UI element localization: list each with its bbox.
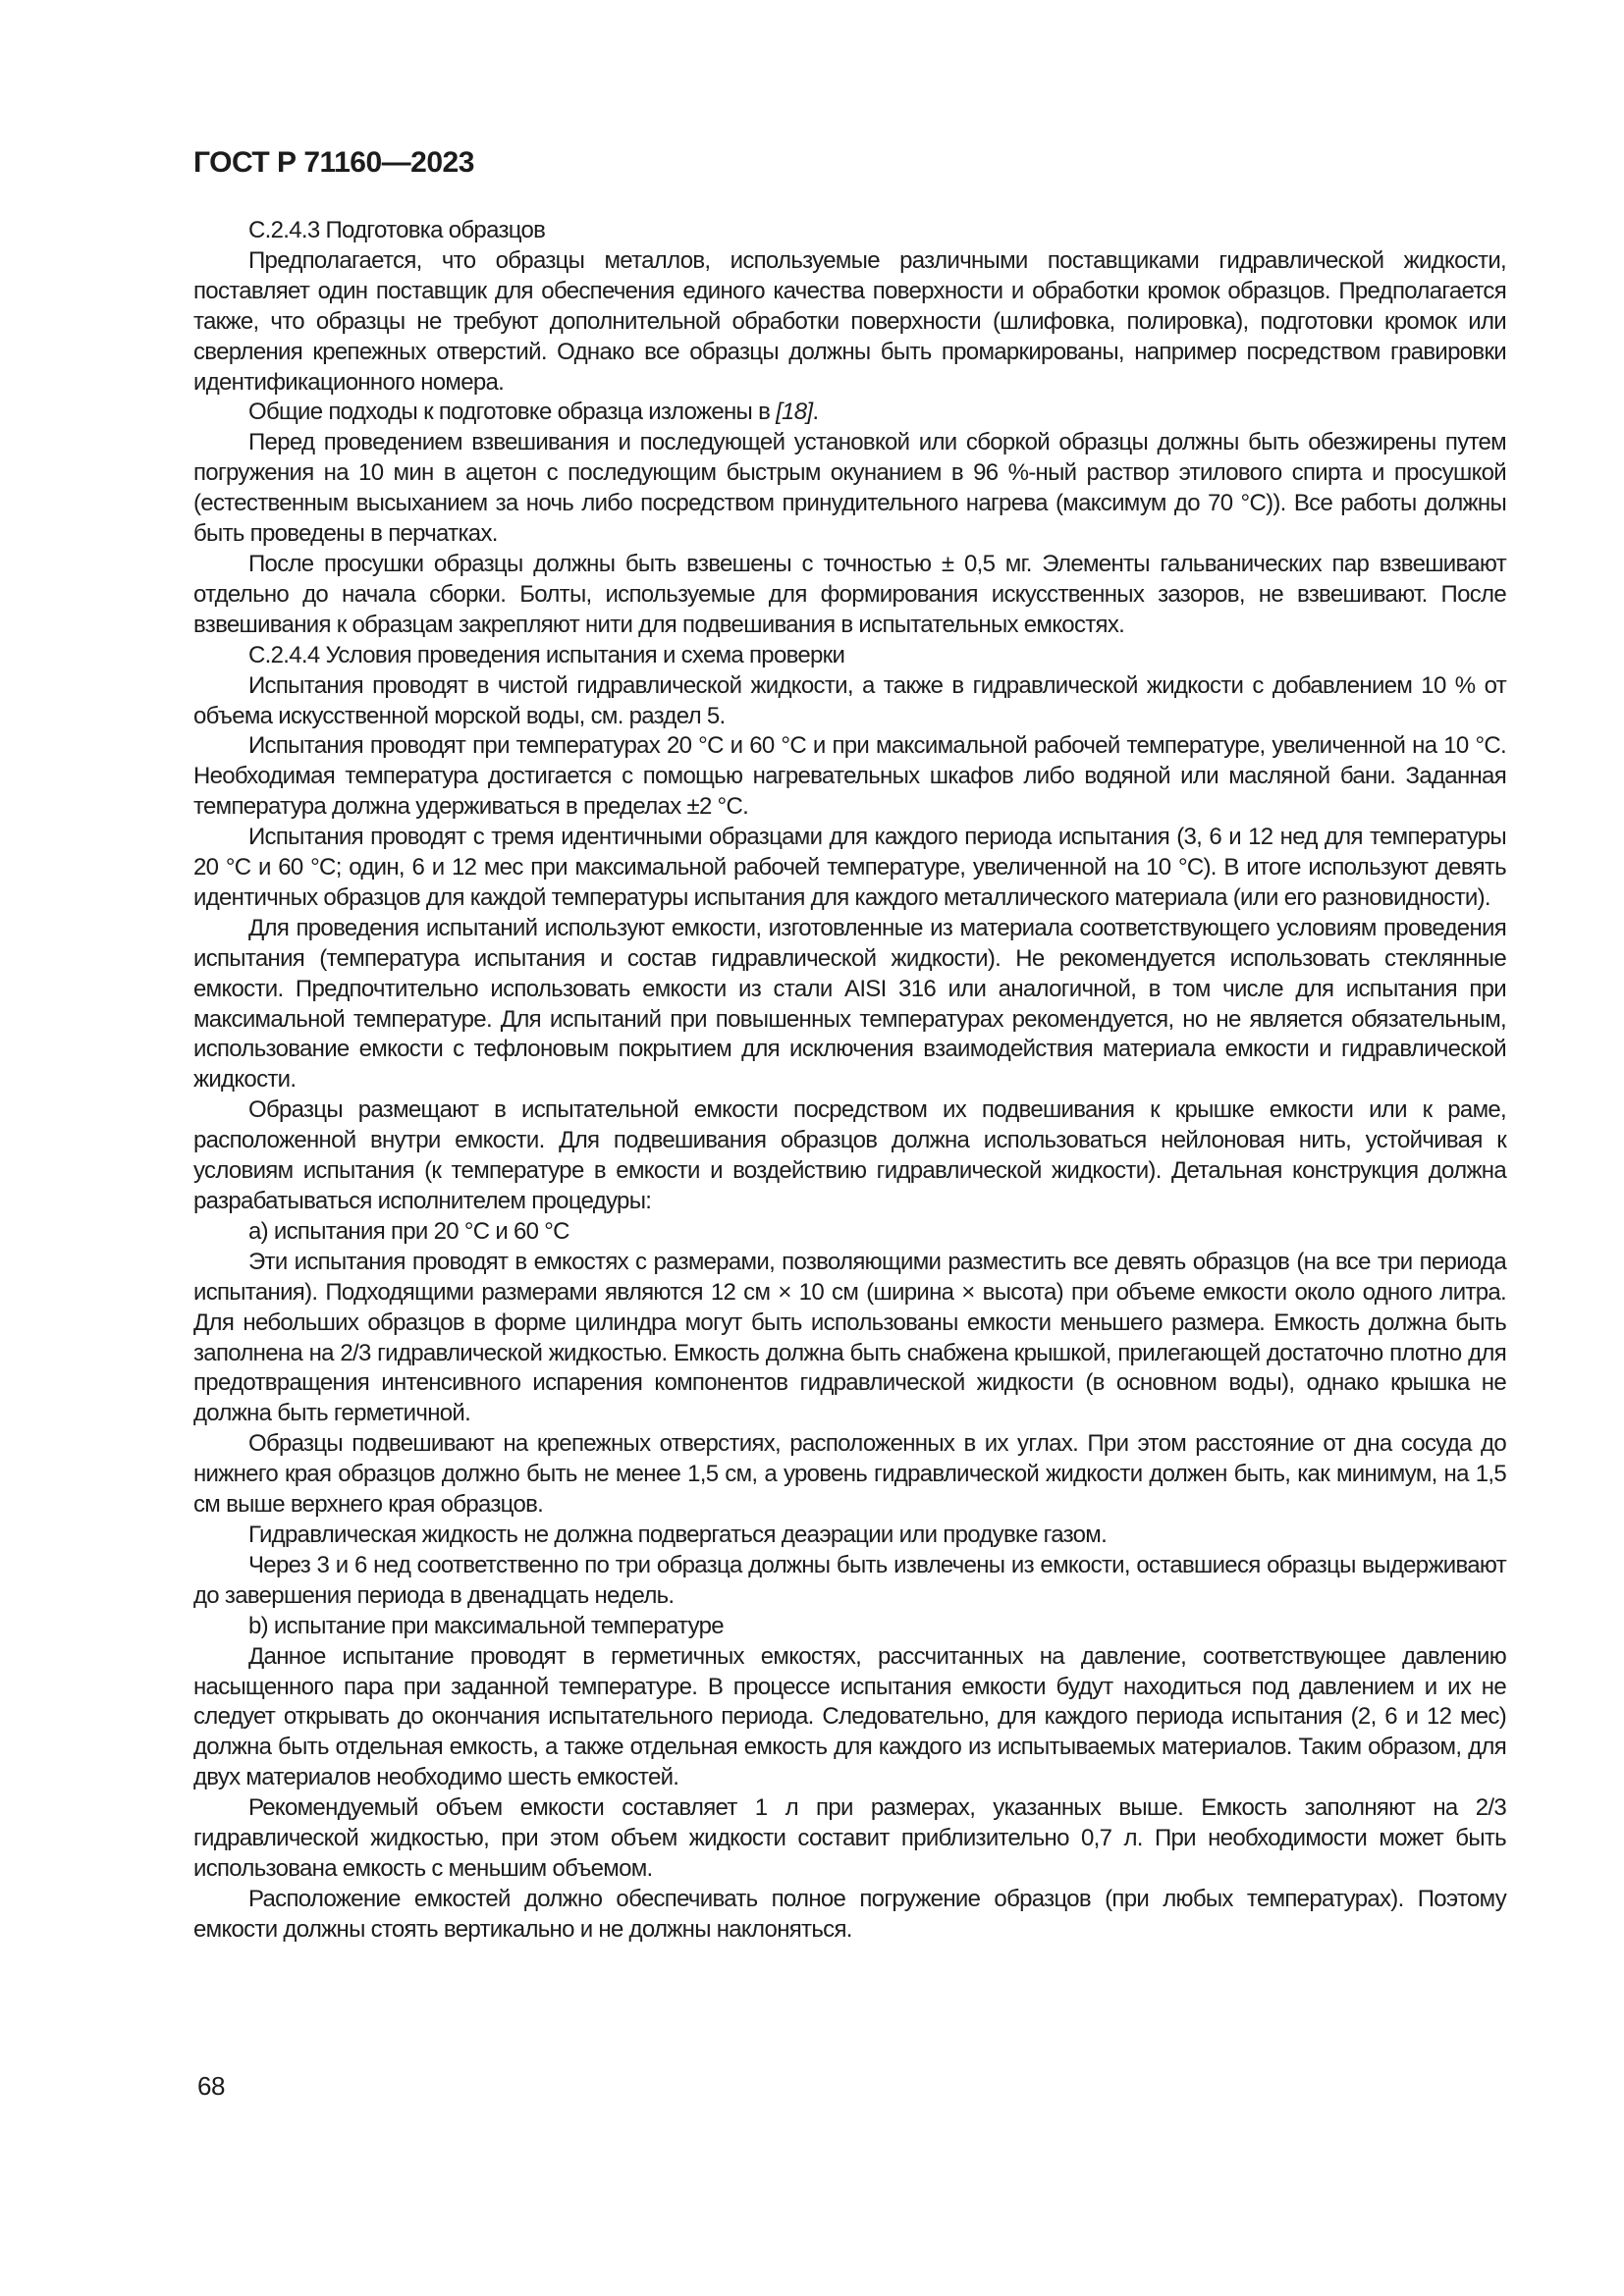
list-item-a: а) испытания при 20 °С и 60 °С <box>248 1217 569 1245</box>
list-item-b: b) испытание при максимальной температуре <box>248 1612 724 1639</box>
bibliography-reference: [18] <box>776 399 813 426</box>
page-number: 68 <box>197 2071 225 2101</box>
paragraph: Испытания проводят с тремя идентичными образцами для каждого периода испытания (3, 6 и 12 нед для температуры 20 °С и 60 °С; один, 6 и 12 мес при максимальной рабочей температуре, увеличенной на 10 °С). В итоге используют девять идентичных образцов для каждой температуры испытания для каждого металлического материала (или его разновидности). <box>193 824 1506 911</box>
paragraph-text: . <box>812 399 819 426</box>
section-heading-c244: С.2.4.4 Условия проведения испытания и схема проверки <box>248 641 845 668</box>
paragraph: Образцы подвешивают на крепежных отверстиях, расположенных в их углах. При этом расстояние от дна сосуда до нижнего края образцов должно быть не менее 1,5 см, а уровень гидравлической жидкости должен быть, как минимум, на 1,5 см выше верхнего края образцов. <box>193 1430 1506 1519</box>
paragraph: Испытания проводят в чистой гидравлической жидкости, а также в гидравлической жидкости с добавлением 10 % от объема искусственной морской воды, см. раздел 5. <box>193 671 1506 729</box>
paragraph: Данное испытание проводят в герметичных емкостях, рассчитанных на давление, соответствующее давлению насыщенного пара при заданной температуре. В процессе испытания емкости будут находиться под давлением и их не следует открывать до окончания испытательного периода. Следовательно, для каждого периода испытания (2, 6 и 12 мес) должна быть отдельная емкость, а также отдельная емкость для каждого из испытываемых материалов. Таким образом, для двух материалов необходимо шесть емкостей. <box>193 1642 1506 1791</box>
paragraph: Предполагается, что образцы металлов, используемые различными поставщиками гидравлической жидкости, поставляет один поставщик для обеспечения единого качества поверхности и обработки кромок образцов. Предполагается также, что образцы не требуют дополнительной обработки поверхности (шлифовка, полировка), подготовки кромок или сверления крепежных отверстий. Однако все образцы должны быть промаркированы, например посредством гравировки идентификационного номера. <box>193 246 1506 396</box>
paragraph: Гидравлическая жидкость не должна подвергаться деаэрации или продувке газом. <box>248 1521 1108 1548</box>
document-header-title: ГОСТ Р 71160—2023 <box>193 146 474 179</box>
paragraph: Образцы размещают в испытательной емкости посредством их подвешивания к крышке емкости или к раме, расположенной внутри емкости. Для подвешивания образцов должна использоваться нейлоновая нить, устойчивая к условиям испытания (к температуре в емкости и воздействию гидравлической жидкости). Детальная конструкция должна разрабатываться исполнителем процедуры: <box>193 1096 1506 1214</box>
paragraph: Расположение емкостей должно обеспечивать полное погружение образцов (при любых температурах). Поэтому емкости должны стоять вертикально и не должны наклоняться. <box>193 1885 1506 1943</box>
section-heading-c243: С.2.4.3 Подготовка образцов <box>248 217 546 243</box>
paragraph: Через 3 и 6 нед соответственно по три образца должны быть извлечены из емкости, оставшиеся образцы выдерживают до завершения периода в двенадцать недель. <box>193 1551 1506 1609</box>
document-body <box>193 216 1506 1946</box>
paragraph: Для проведения испытаний используют емкости, изготовленные из материала соответствующего условиям проведения испытания (температура испытания и состав гидравлической жидкости). Не рекомендуется использовать стеклянные емкости. Предпочтительно использовать емкости из стали AISI 316 или аналогичной, в том числе для испытания при максимальной температуре. Для испытаний при повышенных температурах рекомендуется, но не является обязательным, использование емкости с тефлоновым покрытием для исключения взаимодействия материала емкости и гидравлической жидкости. <box>193 914 1506 1094</box>
paragraph-text: Общие подходы к подготовке образца изложены в <box>248 399 777 426</box>
paragraph: Эти испытания проводят в емкостях с размерами, позволяющими разместить все девять образцов (на все три периода испытания). Подходящими размерами являются 12 см × 10 см (ширина × высота) при объеме емкости около одного литра. Для небольших образцов в форме цилиндра могут быть использованы емкости меньшего размера. Емкость должна быть заполнена на 2/3 гидравлической жидкостью. Емкость должна быть снабжена крышкой, прилегающей достаточно плотно для предотвращения интенсивного испарения компонентов гидравлической жидкости (в основном воды), однако крышка не должна быть герметичной. <box>193 1248 1506 1427</box>
paragraph: Испытания проводят при температурах 20 °С и 60 °С и при максимальной рабочей температуре, увеличенной на 10 °С. Необходимая температура достигается с помощью нагревательных шкафов либо водяной или масляной бани. Заданная температура должна удерживаться в пределах ±2 °С. <box>193 732 1506 821</box>
paragraph: Перед проведением взвешивания и последующей установкой или сборкой образцы должны быть обезжирены путем погружения на 10 мин в ацетон с последующим быстрым окунанием в 96 %-ный раствор этилового спирта и просушкой (естественным высыханием за ночь либо посредством принудительного нагрева (максимум до 70 °С)). Все работы должны быть проведены в перчатках. <box>193 429 1506 548</box>
paragraph: Рекомендуемый объем емкости составляет 1 л при размерах, указанных выше. Емкость заполняют на 2/3 гидравлической жидкостью, при этом объем жидкости составит приблизительно 0,7 л. При необходимости может быть использована емкость с меньшим объемом. <box>193 1794 1506 1882</box>
paragraph-with-reference <box>193 398 1506 428</box>
paragraph: После просушки образцы должны быть взвешены с точностью ± 0,5 мг. Элементы гальванических пар взвешивают отдельно до начала сборки. Болты, используемые для формирования искусственных зазоров, не взвешивают. После взвешивания к образцам закрепляют нити для подвешивания в испытательных емкостях. <box>193 550 1506 638</box>
